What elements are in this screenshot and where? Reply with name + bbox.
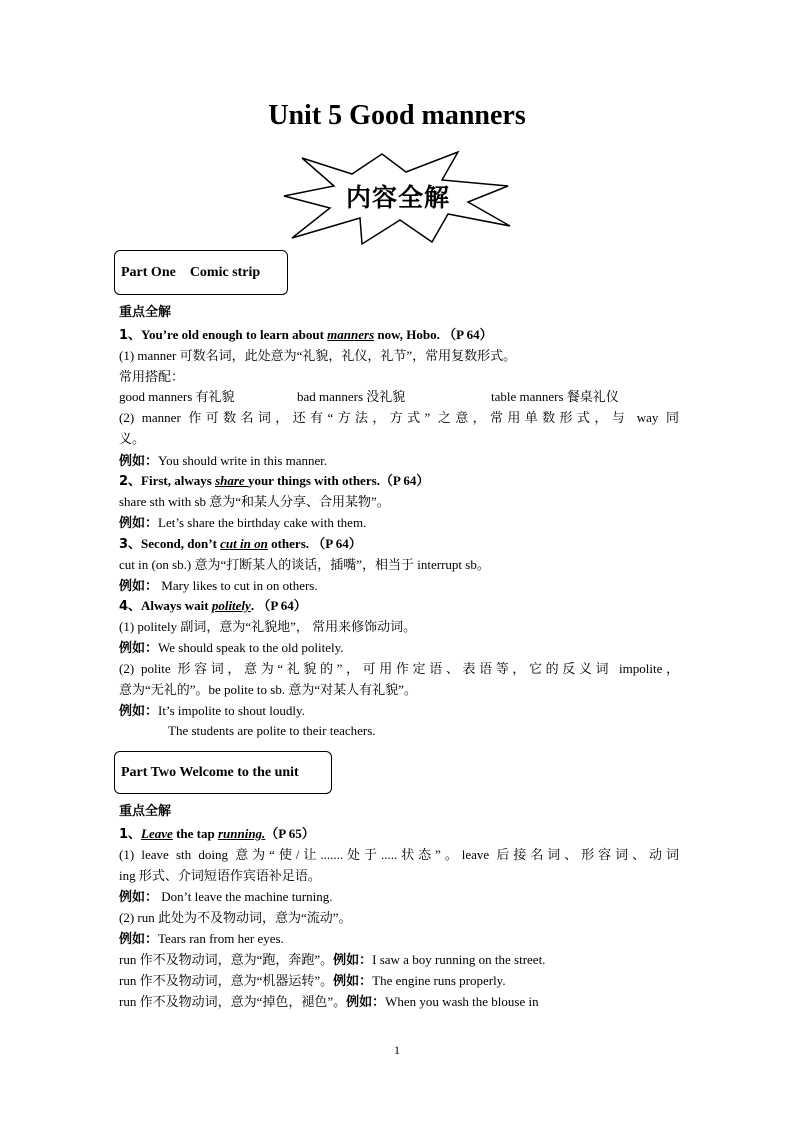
example-label: 例如：: [119, 890, 159, 905]
text-line: (2) polite 形容词，意为“礼貌的”，可用作定语、表语等，它的反义词 impolite，: [119, 661, 679, 676]
point-text: now, Hobo. （P 64）: [374, 327, 493, 342]
text-line: (1) manner 可数名词，此处意为“礼貌，礼仪，礼节”，常用复数形式。: [119, 348, 517, 363]
example-text: Mary likes to cut in on others.: [158, 578, 318, 593]
point-4: [119, 596, 679, 617]
example-label: 例如：: [119, 579, 159, 594]
text-line: share sth with sb 意为“和某人分享、合用某物”。: [119, 494, 390, 509]
point-1: [119, 824, 679, 845]
usage-line: [119, 950, 679, 971]
keyword: politely: [211, 598, 251, 613]
keyword: Leave: [141, 826, 173, 841]
example-line: [119, 576, 679, 597]
point-text: （P 65）: [265, 826, 315, 841]
usage-line: [119, 992, 679, 1013]
example-text: I saw a boy running on the street.: [372, 952, 546, 967]
example-line: [119, 701, 679, 722]
text-line: ing 形式、介词短语作宾语补足语。: [119, 868, 321, 883]
keyword: share: [215, 473, 248, 488]
usage-text: run 作不及物动词，意为“跑，奔跑”。: [119, 952, 334, 967]
text-line: (2) run 此处为不及物动词，意为“流动”。: [119, 910, 352, 925]
example-line: [119, 638, 679, 659]
collocation: good manners 有礼貌: [119, 389, 235, 404]
point-2: [119, 471, 679, 492]
example-label: 例如：: [119, 932, 159, 947]
example-label: 例如：: [119, 704, 159, 719]
collocation: bad manners 没礼貌: [297, 389, 406, 404]
text-line: 意为“无礼的”。be polite to sb. 意为“对某人有礼貌”。: [119, 682, 417, 697]
section-heading: 重点全解: [119, 804, 172, 819]
point-text: others. （P 64）: [267, 536, 362, 551]
collocation: table manners 餐桌礼仪: [491, 389, 619, 404]
example-text: The engine runs properly.: [372, 973, 506, 988]
point-number: 3、: [119, 537, 142, 552]
text-line: (1) leave sth doing 意为“使/让.......处于.....状态”。leave 后接名词、形容词、动词: [119, 847, 679, 862]
example-line: [119, 451, 679, 472]
point-text: your things with others.（P 64）: [247, 473, 430, 488]
example-text: Let’s share the birthday cake with them.: [158, 515, 367, 530]
point-number: 4、: [119, 599, 142, 614]
point-number: 1、: [119, 827, 142, 842]
point-1: [119, 325, 679, 346]
example-text: The students are polite to their teachers.: [168, 723, 376, 738]
text-line: 义。: [119, 431, 146, 446]
example-text: It’s impolite to shout loudly.: [158, 703, 305, 718]
point-3: [119, 534, 679, 555]
keyword: manners: [327, 327, 375, 342]
usage-text: run 作不及物动词，意为“掉色，褪色”。: [119, 994, 347, 1009]
usage-line: [119, 971, 679, 992]
point-text: Second, don’t: [141, 536, 221, 551]
point-text: . （P 64）: [250, 598, 307, 613]
usage-text: run 作不及物动词，意为“机器运转”。: [119, 973, 334, 988]
page-number: 1: [394, 1043, 400, 1057]
example-text: We should speak to the old politely.: [158, 640, 344, 655]
point-text: First, always: [141, 473, 216, 488]
example-label: 例如：: [333, 953, 373, 968]
section-heading: 重点全解: [119, 305, 172, 320]
point-number: 2、: [119, 474, 142, 489]
text-line: 常用搭配：: [119, 369, 185, 384]
point-text: You’re old enough to learn about: [141, 327, 328, 342]
example-line: [119, 513, 679, 534]
section-box-part-one: Part One Comic strip: [114, 250, 288, 295]
example-label: 例如：: [119, 641, 159, 656]
keyword: cut in on: [220, 536, 268, 551]
example-text: You should write in this manner.: [158, 453, 328, 468]
example-text: Don’t leave the machine turning.: [158, 889, 333, 904]
text-line: cut in (on sb.) 意为“打断某人的谈话，插嘴”，相当于 interrupt sb。: [119, 557, 490, 572]
point-number: 1、: [119, 328, 142, 343]
text-line: (2) manner 作可数名词，还有“方法，方式” 之意，常用单数形式，与 way 同: [119, 410, 679, 425]
example-text: Tears ran from her eyes.: [158, 931, 284, 946]
example-line: [119, 887, 679, 908]
example-label: 例如：: [119, 516, 159, 531]
example-label: 例如：: [119, 454, 159, 469]
banner-text: 内容全解: [345, 183, 450, 212]
example-line: [119, 929, 679, 950]
point-text: the tap: [172, 826, 218, 841]
text-line: (1) politely 副词，意为“礼貌地”， 常用来修饰动词。: [119, 619, 417, 634]
example-label: 例如：: [333, 974, 373, 989]
example-text: When you wash the blouse in: [385, 994, 539, 1009]
example-label: 例如：: [346, 995, 386, 1010]
section-box-part-two: Part Two Welcome to the unit: [114, 751, 332, 794]
keyword: running.: [217, 826, 266, 841]
document-title: Unit 5 Good manners: [268, 100, 526, 131]
point-text: Always wait: [141, 598, 212, 613]
